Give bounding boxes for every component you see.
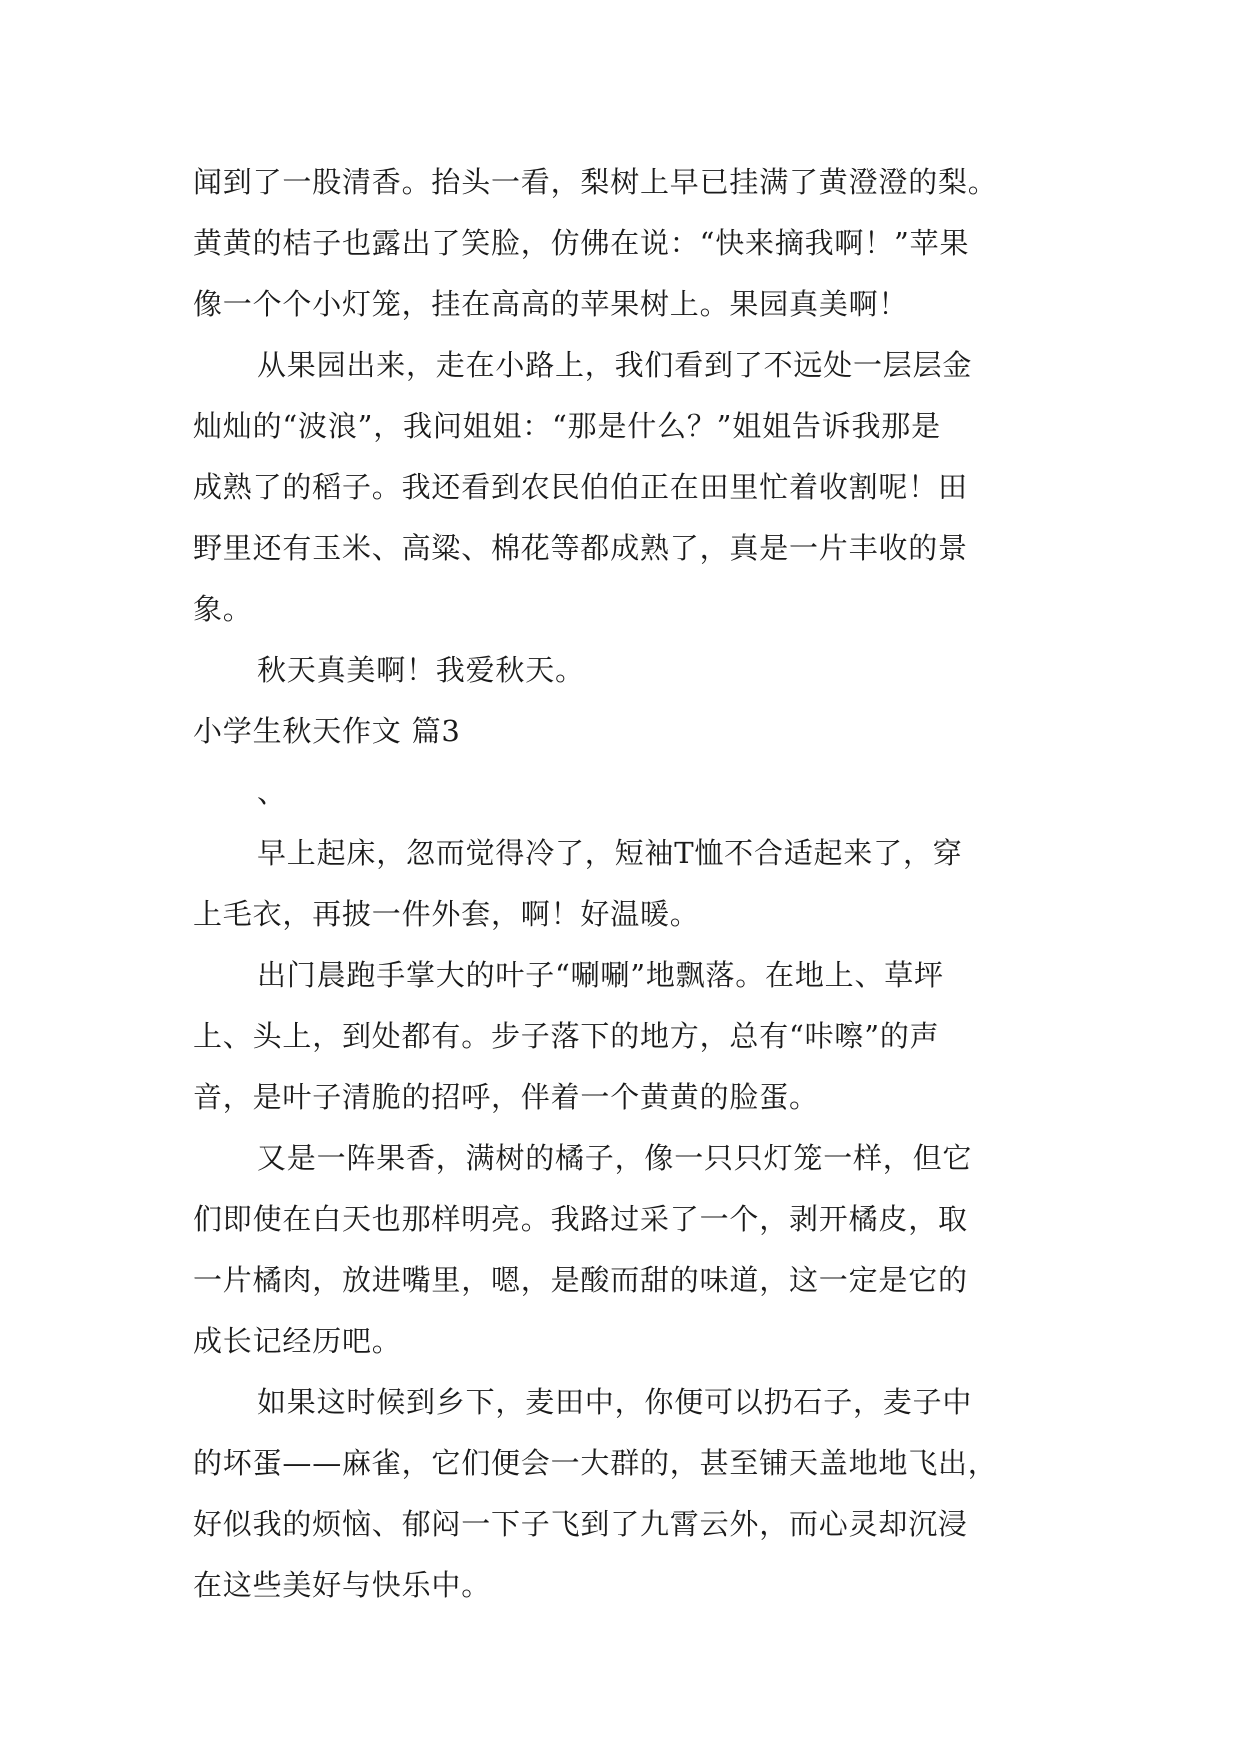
paragraph-line: 像一个个小灯笼，挂在高高的苹果树上。果园真美啊！ (193, 287, 909, 321)
paragraph-line: 上毛衣，再披一件外套，啊！好温暖。 (193, 897, 700, 931)
paragraph-line: 一片橘肉，放进嘴里，嗯，是酸而甜的味道，这一定是它的 (193, 1263, 968, 1297)
paragraph-line: 闻到了一股清香。抬头一看，梨树上早已挂满了黄澄澄的梨。 (193, 165, 998, 199)
paragraph-line: 象。 (193, 592, 253, 626)
paragraph-line: 的坏蛋——麻雀，它们便会一大群的，甚至铺天盖地地飞出， (193, 1446, 998, 1480)
paragraph-line: 音，是叶子清脆的招呼，伴着一个黄黄的脸蛋。 (193, 1080, 819, 1114)
paragraph-line: 出门晨跑手掌大的叶子“唰唰”地飘落。在地上、草坪 (257, 958, 944, 992)
paragraph-line: 早上起床，忽而觉得冷了，短袖T恤不合适起来了，穿 (257, 836, 963, 870)
paragraph-line: 又是一阵果香，满树的橘子，像一只只灯笼一样，但它 (257, 1141, 973, 1175)
paragraph-line: 秋天真美啊！我爱秋天。 (257, 653, 585, 687)
paragraph-line: 好似我的烦恼、郁闷一下子飞到了九霄云外，而心灵却沉浸 (193, 1507, 968, 1541)
paragraph-4 (193, 823, 1053, 945)
paragraph-line: 们即使在白天也那样明亮。我路过采了一个，剥开橘皮，取 (193, 1202, 968, 1236)
paragraph-line: 灿灿的“波浪”，我问姐姐：“那是什么？”姐姐告诉我那是 (193, 409, 941, 443)
paragraph-line: 黄黄的桔子也露出了笑脸，仿佛在说：“快来摘我啊！”苹果 (193, 226, 970, 260)
paragraph-7 (193, 1372, 1053, 1616)
paragraph-line: 在这些美好与快乐中。 (193, 1568, 492, 1602)
paragraph-line: 成熟了的稻子。我还看到农民伯伯正在田里忙着收割呢！田 (193, 470, 968, 504)
section-mark: 、 (257, 775, 287, 809)
paragraph-line: 上、头上，到处都有。步子落下的地方，总有“咔嚓”的声 (193, 1019, 940, 1053)
paragraph-2 (193, 335, 1053, 640)
paragraph-line: 如果这时候到乡下，麦田中，你便可以扔石子，麦子中 (257, 1385, 973, 1419)
document-body (193, 152, 1053, 1616)
paragraph-line: 从果园出来，走在小路上，我们看到了不远处一层层金 (257, 348, 973, 382)
paragraph-5 (193, 945, 1053, 1128)
paragraph-line: 成长记经历吧。 (193, 1324, 402, 1358)
paragraph-line: 野里还有玉米、高粱、棉花等都成熟了，真是一片丰收的景 (193, 531, 968, 565)
paragraph-6 (193, 1128, 1053, 1372)
paragraph-3 (193, 640, 1053, 701)
paragraph-1 (193, 152, 1053, 335)
section-title: 小学生秋天作文 篇3 (193, 714, 461, 748)
